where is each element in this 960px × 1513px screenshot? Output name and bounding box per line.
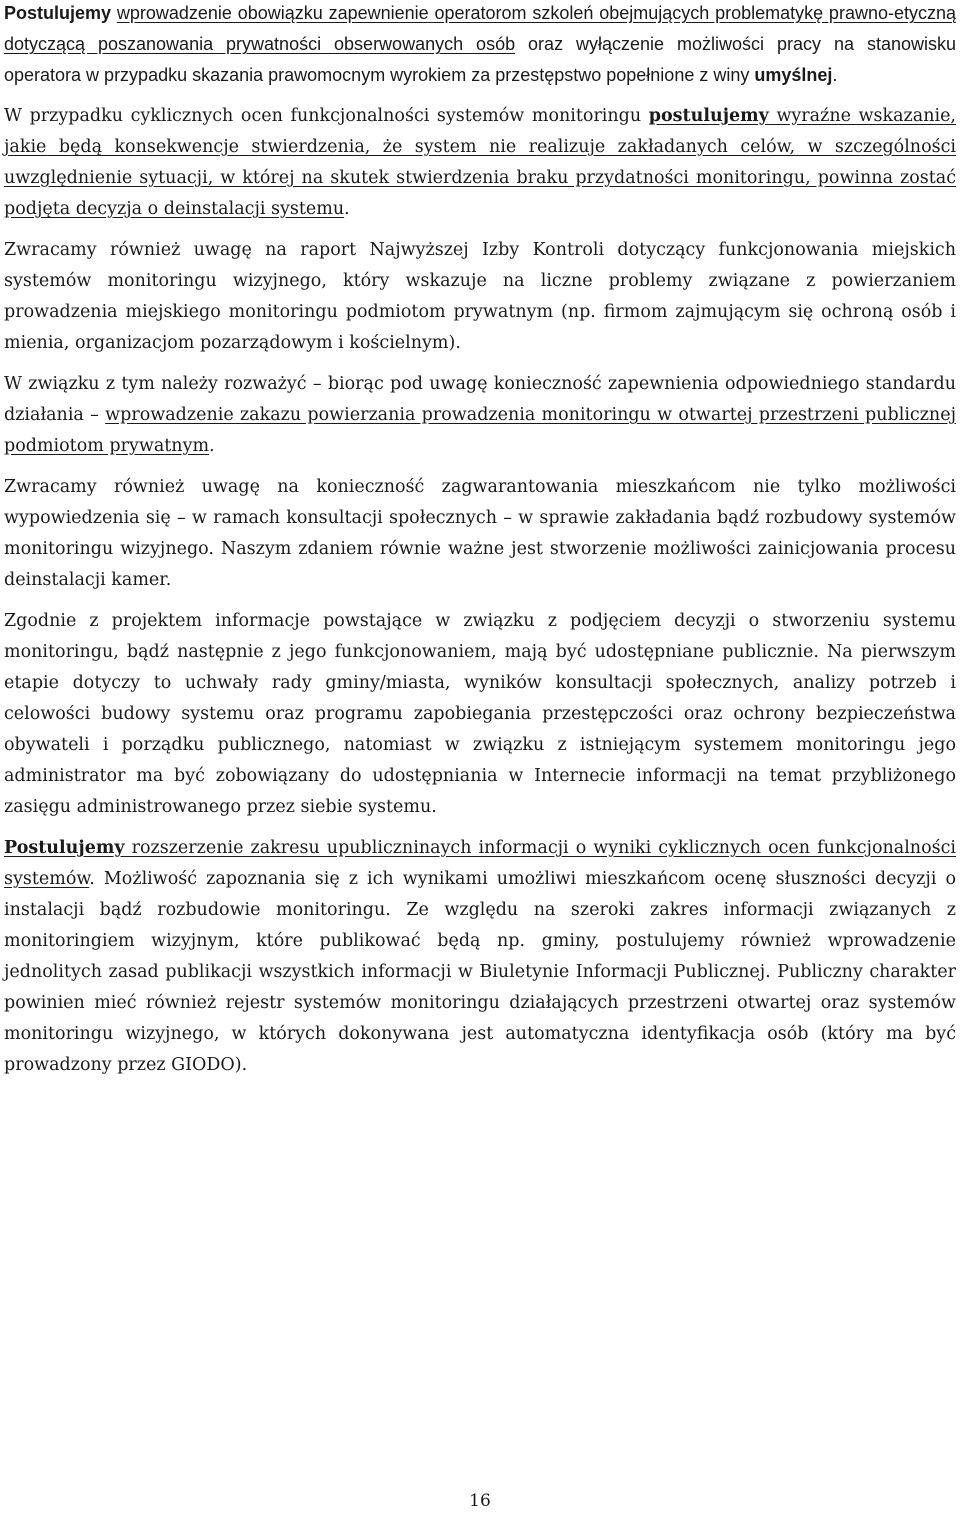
paragraph-text: . Możliwość zapoznania się z ich wynikami umożliwi mieszkańcom ocenę słuszności decyzji o instalacji bądź rozbudowie monitoringu. Ze względu na szeroki zakres informacji związanych z monitoringiem wizyjnym, które publikować będą np. gminy, postulujemy również wprowadzenie jednolitych zasad publikacji wszystkich informacji w Biuletynie Informacji Publicznej. Publiczny charakter powinien mieć również rejestr systemów monitoringu działających przestrzeni otwartej oraz systemów monitoringu wizyjnego, w których dokonywana jest automatyczna identyfikacja osób (który ma być prowadzony przez GIODO). [4,869,956,1075]
paragraph-operator-training: Postulujemy wprowadzenie obowiązku zapewnienie operatorom szkoleń obejmujących problematykę prawno-etyczną dotyczącą poszanowania prywatności obserwowanych osób oraz wyłączenie możliwości pracy na stanowisku operatora w przypadku skazania prawomocnym wyrokiem za przestępstwo popełnione z winy umyślnej. [4,3,956,85]
document-body [4,0,956,1091]
paragraph-publication-scope [4,833,956,1081]
emphasis-text: umyślnej [754,65,833,85]
paragraph-cyclic-evaluations: W przypadku cyklicznych ocen funkcjonalności systemów monitoringu postulujemy wyraźne wskazanie, jakie będą konsekwencje stwierdzenia, że system nie realizuje zakładanych celów, w szczególności uwzględnienie sytuacji, w której na skutek stwierdzenia braku przydatności monitoringu, powinna zostać podjęta decyzja o deinstalacji systemu. [4,106,956,219]
postulate-lead: postulujemy [648,106,769,126]
paragraph-text: oraz wyłączenie możliwości pracy na stanowisku operatora w przypadku skazania prawomocnym wyrokiem za przestępstwo popełnione z winy [4,34,956,85]
paragraph-public-information: Zgodnie z projektem informacje powstające w związku z podjęciem decyzji o stworzeniu systemu monitoringu, bądź następnie z jego funkcjonowaniem, mają być udostępniane publicznie. Na pierwszym etapie dotyczy to uchwały rady gminy/miasta, wyników konsultacji społecznych, analizy potrzeb i celowości budowy systemu oraz programu zapobiegania przestępczości oraz ochrony bezpieczeństwa obywateli i porządku publicznego, natomiast w związku z istniejącym systemem monitoringu jego administrator ma być zobowiązany do udostępniania w Internecie informacji na temat przybliżonego zasięgu administrowanego przez siebie systemu. [4,611,956,817]
postulate-underlined-text: rozszerzenie zakresu upubliczninaych informacji o wyniki cyklicznych ocen funkcjonalności systemów [4,838,956,889]
paragraph-text: W przypadku cyklicznych ocen funkcjonalności systemów monitoringu [4,106,649,126]
postulate-underlined-text: wprowadzenie zakazu powierzania prowadzenia monitoringu w otwartej przestrzeni publicznej podmiotom prywatnym [4,405,956,456]
postulate-lead: Postulujemy [4,838,125,858]
paragraph-text: W związku z tym należy rozważyć – biorąc pod uwagę konieczność zapewnienia odpowiedniego standardu działania – [4,374,956,425]
paragraph-residents-consultation: Zwracamy również uwagę na konieczność zagwarantowania mieszkańcom nie tylko możliwości wypowiedzenia się – w ramach konsultacji społecznych – w sprawie zakładania bądź rozbudowy systemów monitoringu wizyjnego. Naszym zdaniem równie ważne jest stworzenie możliwości zainicjowania procesu deinstalacji kamer. [4,477,956,590]
postulate-underlined-text: wprowadzenie obowiązku zapewnienie operatorom szkoleń obejmujących problematykę prawno-etyczną dotyczącą poszanowania prywatności obserwowanych osób [4,3,956,54]
paragraph-private-entities: W związku z tym należy rozważyć – biorąc pod uwagę konieczność zapewnienia odpowiedniego standardu działania – wprowadzenie zakazu powierzania prowadzenia monitoringu w otwartej przestrzeni publicznej podmiotom prywatnym. [4,374,956,456]
postulate-lead: Postulujemy [4,3,112,23]
paragraph-nik-report: Zwracamy również uwagę na raport Najwyższej Izby Kontroli dotyczący funkcjonowania miejskich systemów monitoringu wizyjnego, który wskazuje na liczne problemy związane z powierzaniem prowadzenia miejskiego monitoringu podmiotom prywatnym (np. firmom zajmującym się ochroną osób i mienia, organizacjom pozarządowym i kościelnym). [4,240,956,353]
page-number: 16 [469,1491,491,1511]
postulate-underlined-text: wyraźne wskazanie, jakie będą konsekwencje stwierdzenia, że system nie realizuje zakładanych celów, w szczególności uwzględnienie sytuacji, w której na skutek stwierdzenia braku przydatności monitoringu, powinna zostać podjęta decyzja o deinstalacji systemu [4,106,956,219]
